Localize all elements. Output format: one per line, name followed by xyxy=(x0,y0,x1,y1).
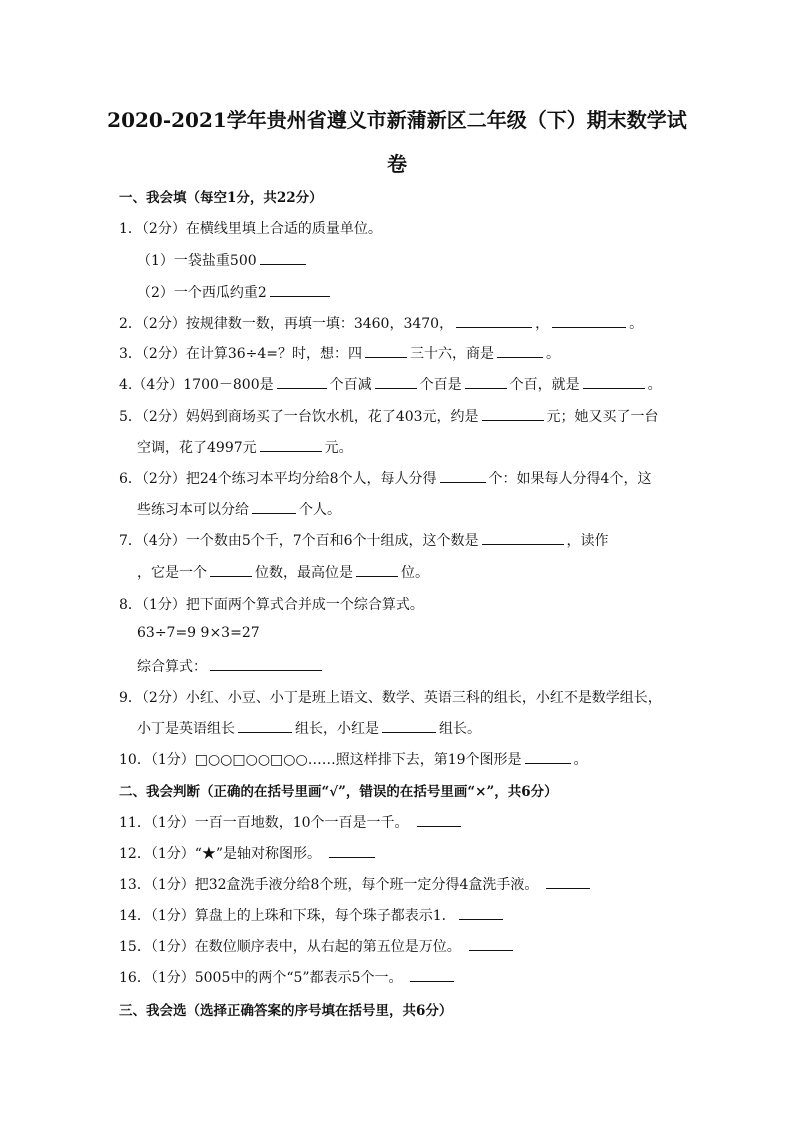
answer-blank[interactable] xyxy=(465,374,507,389)
question-14: 14．（1分）算盘上的上珠和下珠，每个珠子都表示1． xyxy=(119,905,506,925)
question-7: 7．（4分）一个数由5个千，7个百和6个十组成，这个数是 ，读作 xyxy=(119,530,609,550)
question-12: 12．（1分）“★”是轴对称图形。 xyxy=(119,843,378,863)
answer-blank[interactable] xyxy=(365,343,407,358)
answer-blank[interactable] xyxy=(552,313,626,328)
answer-blank[interactable] xyxy=(375,374,417,389)
answer-blank[interactable] xyxy=(382,718,436,733)
question-9: 9．（2分）小红、小豆、小丁是班上语文、数学、英语三科的组长，小红不是数学组长， xyxy=(119,690,662,706)
question-13: 13．（1分）把32盒洗手液分给8个班，每个班一定分得4盒洗手液。 xyxy=(119,874,593,894)
question-2: 2．（2分）按规律数一数，再填一填：3460，3470， ， 。 xyxy=(119,313,643,333)
answer-blank[interactable] xyxy=(356,562,398,577)
answer-blank[interactable] xyxy=(277,374,327,389)
section-3-heading: 三、我会选（选择正确答案的序号填在括号里，共6分） xyxy=(119,1003,453,1019)
question-1: 1．（2分）在横线里填上合适的质量单位。 xyxy=(119,221,382,237)
question-10: 10．（1分）□○○□○○□○○……照这样排下去，第19个图形是 。 xyxy=(119,749,588,769)
question-16: 16．（1分）5005中的两个“5”都表示5个一。 xyxy=(119,967,457,987)
answer-blank[interactable] xyxy=(270,282,330,297)
answer-blank[interactable] xyxy=(469,936,513,951)
question-8-equations: 63÷7=9 9×3=27 xyxy=(137,625,260,641)
answer-blank[interactable] xyxy=(410,967,454,982)
question-1-part-1: （1）一袋盐重500 xyxy=(137,250,309,270)
question-6: 6．（2分）把24个练习本平均分给8个人，每人分得 个：如果每人分得4个，这 xyxy=(119,468,651,488)
answer-blank[interactable] xyxy=(329,843,375,858)
answer-blank[interactable] xyxy=(210,656,322,671)
question-6-continued: 些练习本可以分给 个人。 xyxy=(137,499,341,519)
question-7-continued: ，它是一个 位数，最高位是 位。 xyxy=(137,562,429,582)
section-1-heading: 一、我会填（每空1分，共22分） xyxy=(119,190,323,206)
answer-blank[interactable] xyxy=(417,812,461,827)
answer-blank[interactable] xyxy=(440,468,486,483)
question-8-answer: 综合算式： xyxy=(137,656,325,676)
answer-blank[interactable] xyxy=(546,874,590,889)
question-4: 4.（4分）1700－800是 个百减 个百是 个百，就是 。 xyxy=(119,374,662,394)
question-15: 15．（1分）在数位顺序表中，从右起的第五位是万位。 xyxy=(119,936,516,956)
answer-blank[interactable] xyxy=(459,905,503,920)
question-5-continued: 空调，花了4997元 元。 xyxy=(137,437,353,457)
page-title: 2020-2021学年贵州省遵义市新蒲新区二年级（下）期末数学试 xyxy=(107,108,687,132)
question-3: 3．（2分）在计算36÷4=？时，想：四 三十六，商是 。 xyxy=(119,343,560,363)
question-8: 8．（1分）把下面两个算式合并成一个综合算式。 xyxy=(119,597,424,613)
page-title-continued: 卷 xyxy=(387,152,407,176)
answer-blank[interactable] xyxy=(583,374,645,389)
answer-blank[interactable] xyxy=(525,749,571,764)
section-2-heading: 二、我会判断（正确的在括号里画“√”，错误的在括号里画“×”，共6分） xyxy=(119,784,558,800)
answer-blank[interactable] xyxy=(260,437,322,452)
answer-blank[interactable] xyxy=(238,718,292,733)
answer-blank[interactable] xyxy=(482,406,544,421)
question-1-part-2: （2）一个西瓜约重2 xyxy=(137,282,333,302)
answer-blank[interactable] xyxy=(210,562,252,577)
question-5: 5．（2分）妈妈到商场买了一台饮水机，花了403元，约是 元；她又买了一台 xyxy=(119,406,659,426)
answer-blank[interactable] xyxy=(482,530,564,545)
answer-blank[interactable] xyxy=(456,313,532,328)
question-9-continued: 小丁是英语组长 组长，小红是 组长。 xyxy=(137,718,481,738)
question-11: 11．（1分）一百一百地数，10个一百是一千。 xyxy=(119,812,464,832)
answer-blank[interactable] xyxy=(260,250,306,265)
answer-blank[interactable] xyxy=(497,343,543,358)
answer-blank[interactable] xyxy=(252,499,296,514)
